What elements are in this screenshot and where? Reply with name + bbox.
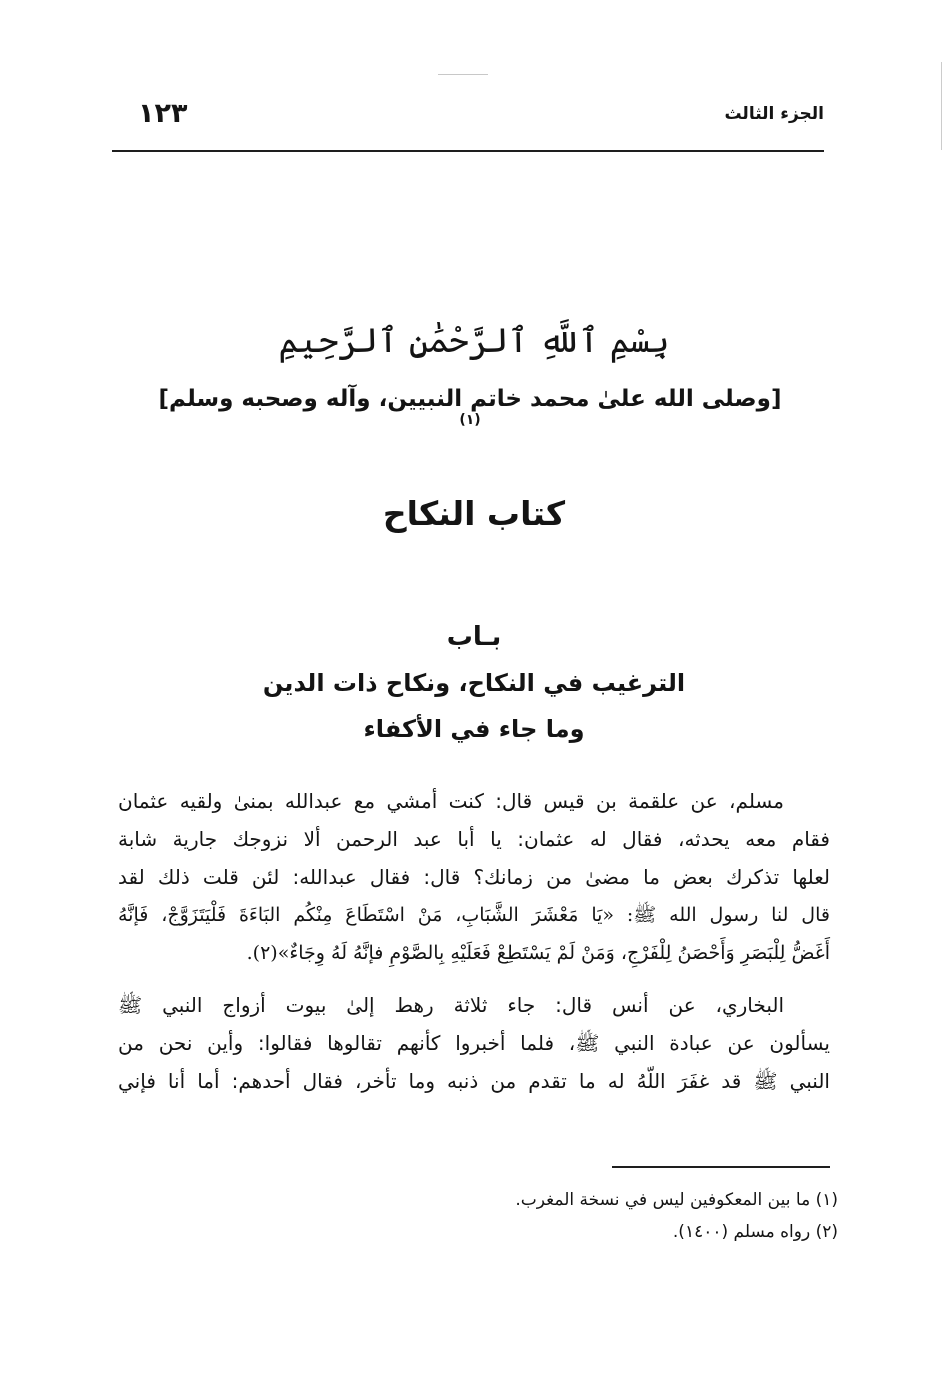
footnote: (١) ما بين المعكوفين ليس في نسخة المغرب. (515, 1190, 838, 1210)
text-line: فقام معه يحدثه، فقال له عثمان: يا أبا عبد الرحمن ألا نزوجك جارية شابة (118, 827, 830, 851)
main-text (118, 782, 830, 1114)
footnote-ref-1: (١) (459, 412, 481, 428)
footnotes (118, 1184, 838, 1248)
chapter-title-line-1: الترغيب في النكاح، ونكاح ذات الدين (262, 669, 686, 697)
salawat-line (150, 386, 790, 439)
text-line: النبي ﷺ قد غفَرَ اللّهُ له ما تقدم من ذنبه وما تأخر، فقال أحدهم: أما أنا فإني (118, 1069, 830, 1093)
scan-smudge (438, 74, 488, 75)
paragraph (118, 782, 830, 972)
text-line: لعلها تذكرك بعض ما مضىٰ من زمانك؟ قال: فقال عبدالله: لئن قلت ذلك لقد (118, 865, 830, 889)
text-line: يسألون عن عبادة النبي ﷺ، فلما أخبروا كأنهم تقالوها فقالوا: وأين نحن من (118, 1031, 830, 1055)
page-number: ١٢٣ (138, 98, 188, 129)
salawat-text: [وصلى الله علىٰ محمد خاتم النبيين، وآله وصحبه وسلم] (158, 386, 782, 412)
volume-title: الجزء الثالث (724, 104, 824, 124)
chapter-label: بـاب (446, 622, 502, 652)
book-title: كتاب النكاح (382, 494, 566, 533)
scan-edge-mark (941, 62, 948, 150)
text-line: البخاري، عن أنس قال: جاء ثلاثة رهط إلىٰ بيوت أزواج النبي ﷺ (118, 993, 784, 1017)
header-rule (112, 150, 824, 152)
paragraph (118, 986, 830, 1100)
text-line: مسلم، عن علقمة بن قيس قال: كنت أمشي مع عبدالله بمنىٰ ولقيه عثمان (118, 789, 784, 813)
footnote-rule (612, 1166, 830, 1168)
chapter-heading (174, 614, 774, 752)
basmala: بِسْمِ ٱللَّهِ ٱلرَّحْمَٰنِ ٱلرَّحِيمِ (278, 321, 670, 361)
text-line: قال لنا رسول الله ﷺ: «يَا مَعْشَرَ الشَّبَابِ، مَنْ اسْتَطَاعَ مِنْكُم البَاءَةَ فَلْيَتَزَوَّجْ، فَإنَّهُ (118, 904, 830, 926)
running-header (112, 96, 824, 154)
text-line: أَغَضُّ لِلْبَصَرِ وَأَحْصَنُ لِلْفَرْجِ، وَمَنْ لَمْ يَسْتَطِعْ فَعَلَيْهِ بِالصَّوْمِ فإنَّهُ لَهُ وِجَاءٌ»(٢). (246, 942, 830, 964)
chapter-title-line-2: وما جاء في الأكفاء (363, 715, 585, 743)
footnote: (٢) رواه مسلم (١٤٠٠). (672, 1222, 838, 1242)
